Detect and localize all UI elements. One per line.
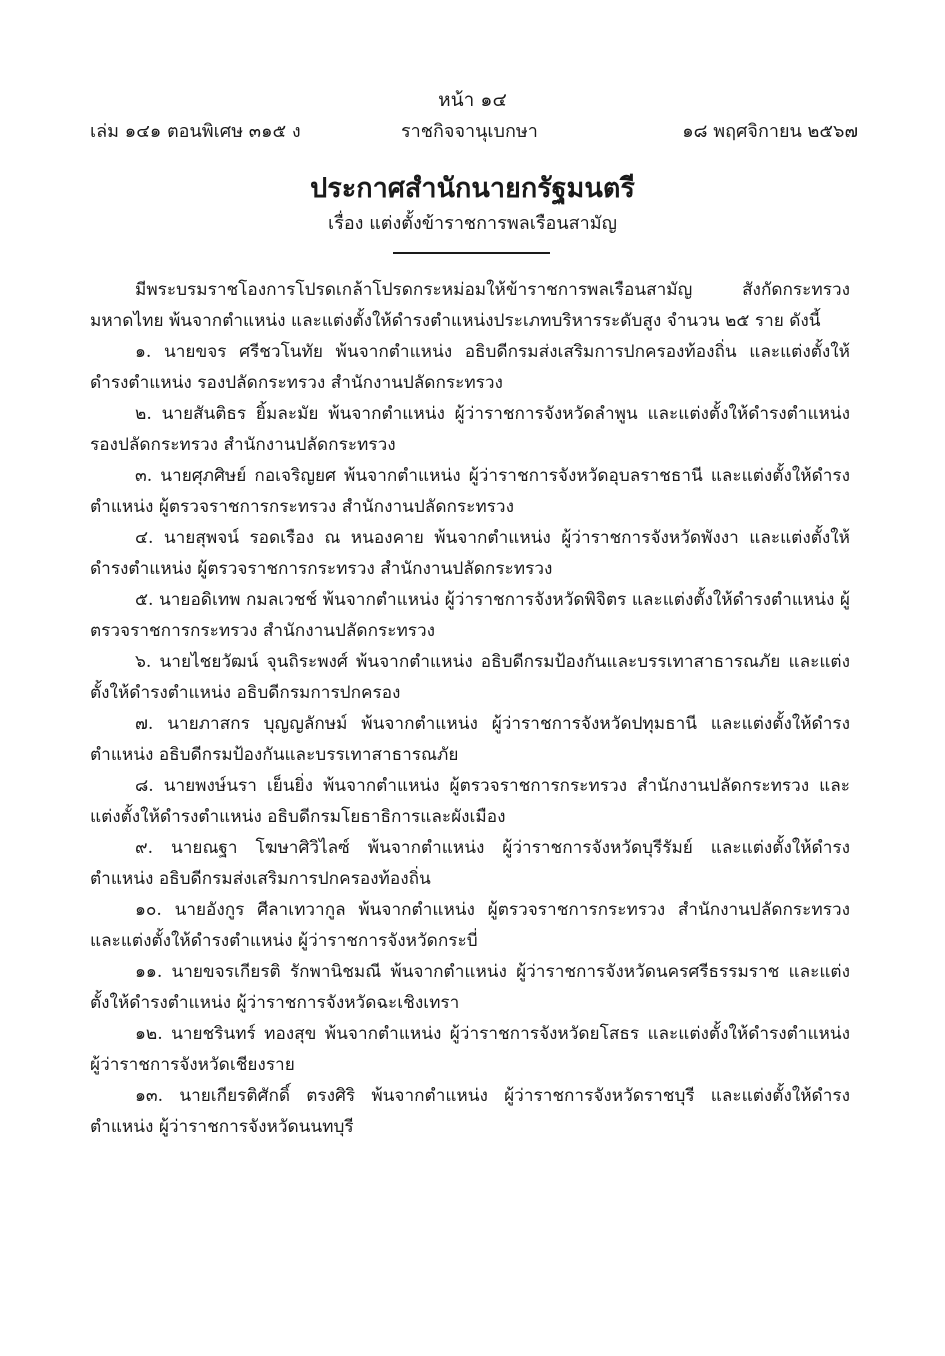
list-item: ๗. นายภาสกร บุญญลักษม์ พ้นจากตำแหน่ง ผู้ว่าราชการจังหวัดปทุมธานี และแต่งตั้งให้ดำรงตำแหน่ง อธิบดีกรมป้องกันและบรรเทาสาธารณภัย <box>90 714 850 765</box>
announcement-subject: เรื่อง แต่งตั้งข้าราชการพลเรือนสามัญ <box>328 213 617 234</box>
page-number: หน้า ๑๔ <box>438 89 507 111</box>
list-item: ๘. นายพงษ์นรา เย็นยิ่ง พ้นจากตำแหน่ง ผู้ตรวจราชการกระทรวง สำนักงานปลัดกระทรวง และแต่งตั้งให้ดำรงตำแหน่ง อธิบดีกรมโยธาธิการและผังเมือง <box>90 776 850 827</box>
list-item: ๑. นายขจร ศรีชวโนทัย พ้นจากตำแหน่ง อธิบดีกรมส่งเสริมการปกครองท้องถิ่น และแต่งตั้งให้ดำรงตำแหน่ง รองปลัดกระทรวง สำนักงานปลัดกระทรวง <box>90 342 850 393</box>
list-item: ๖. นายไชยวัฒน์ จุนถิระพงศ์ พ้นจากตำแหน่ง อธิบดีกรมป้องกันและบรรเทาสาธารณภัย และแต่งตั้งให้ดำรงตำแหน่ง อธิบดีกรมการปกครอง <box>90 652 850 703</box>
list-item: ๔. นายสุพจน์ รอดเรือง ณ หนองคาย พ้นจากตำแหน่ง ผู้ว่าราชการจังหวัดพังงา และแต่งตั้งให้ดำรงตำแหน่ง ผู้ตรวจราชการกระทรวง สำนักงานปลัดกระทรวง <box>90 528 850 579</box>
volume-issue: เล่ม ๑๔๑ ตอนพิเศษ ๓๑๕ ง <box>90 121 301 142</box>
list-item: ๒. นายสันติธร ยิ้มละมัย พ้นจากตำแหน่ง ผู้ว่าราชการจังหวัดลำพูน และแต่งตั้งให้ดำรงตำแหน่ง รองปลัดกระทรวง สำนักงานปลัดกระทรวง <box>90 404 850 455</box>
announcement-body <box>90 275 850 1143</box>
list-item: ๕. นายอดิเทพ กมลเวชช์ พ้นจากตำแหน่ง ผู้ว่าราชการจังหวัดพิจิตร และแต่งตั้งให้ดำรงตำแหน่ง ผู้ตรวจราชการกระทรวง สำนักงานปลัดกระทรวง <box>90 590 850 641</box>
list-item: ๓. นายศุภศิษย์ กอเจริญยศ พ้นจากตำแหน่ง ผู้ว่าราชการจังหวัดอุบลราชธานี และแต่งตั้งให้ดำรงตำแหน่ง ผู้ตรวจราชการกระทรวง สำนักงานปลัดกระทรวง <box>90 466 850 517</box>
announcement-title: ประกาศสำนักนายกรัฐมนตรี <box>310 173 635 204</box>
list-item: ๑๓. นายเกียรติศักดิ์ ตรงศิริ พ้นจากตำแหน่ง ผู้ว่าราชการจังหวัดราชบุรี และแต่งตั้งให้ดำรงตำแหน่ง ผู้ว่าราชการจังหวัดนนทบุรี <box>90 1086 850 1137</box>
publication-name: ราชกิจจานุเบกษา <box>401 121 538 142</box>
list-item: ๑๐. นายอังกูร ศีลาเทวากูล พ้นจากตำแหน่ง ผู้ตรวจราชการกระทรวง สำนักงานปลัดกระทรวง และแต่งตั้งให้ดำรงตำแหน่ง ผู้ว่าราชการจังหวัดกระบี่ <box>90 900 850 951</box>
list-item: ๑๑. นายขจรเกียรติ รักพานิชมณี พ้นจากตำแหน่ง ผู้ว่าราชการจังหวัดนครศรีธรรมราช และแต่งตั้งให้ดำรงตำแหน่ง ผู้ว่าราชการจังหวัดฉะเชิงเทรา <box>90 962 850 1013</box>
publication-date: ๑๘ พฤศจิกายน ๒๕๖๗ <box>682 121 858 142</box>
title-divider <box>393 252 550 254</box>
gazette-header <box>90 120 858 144</box>
intro-paragraph: มีพระบรมราชโองการโปรดเกล้าโปรดกระหม่อมให้ข้าราชการพลเรือนสามัญ สังกัดกระทรวงมหาดไทย พ้นจากตำแหน่ง และแต่งตั้งให้ดำรงตำแหน่งประเภทบริหารระดับสูง จำนวน ๒๕ ราย ดังนี้ <box>90 280 850 331</box>
list-item: ๙. นายณฐา โฆษาศิวิไลซ์ พ้นจากตำแหน่ง ผู้ว่าราชการจังหวัดบุรีรัมย์ และแต่งตั้งให้ดำรงตำแหน่ง อธิบดีกรมส่งเสริมการปกครองท้องถิ่น <box>90 838 850 889</box>
list-item: ๑๒. นายชรินทร์ ทองสุข พ้นจากตำแหน่ง ผู้ว่าราชการจังหวัดยโสธร และแต่งตั้งให้ดำรงตำแหน่ง ผู้ว่าราชการจังหวัดเชียงราย <box>90 1024 850 1075</box>
